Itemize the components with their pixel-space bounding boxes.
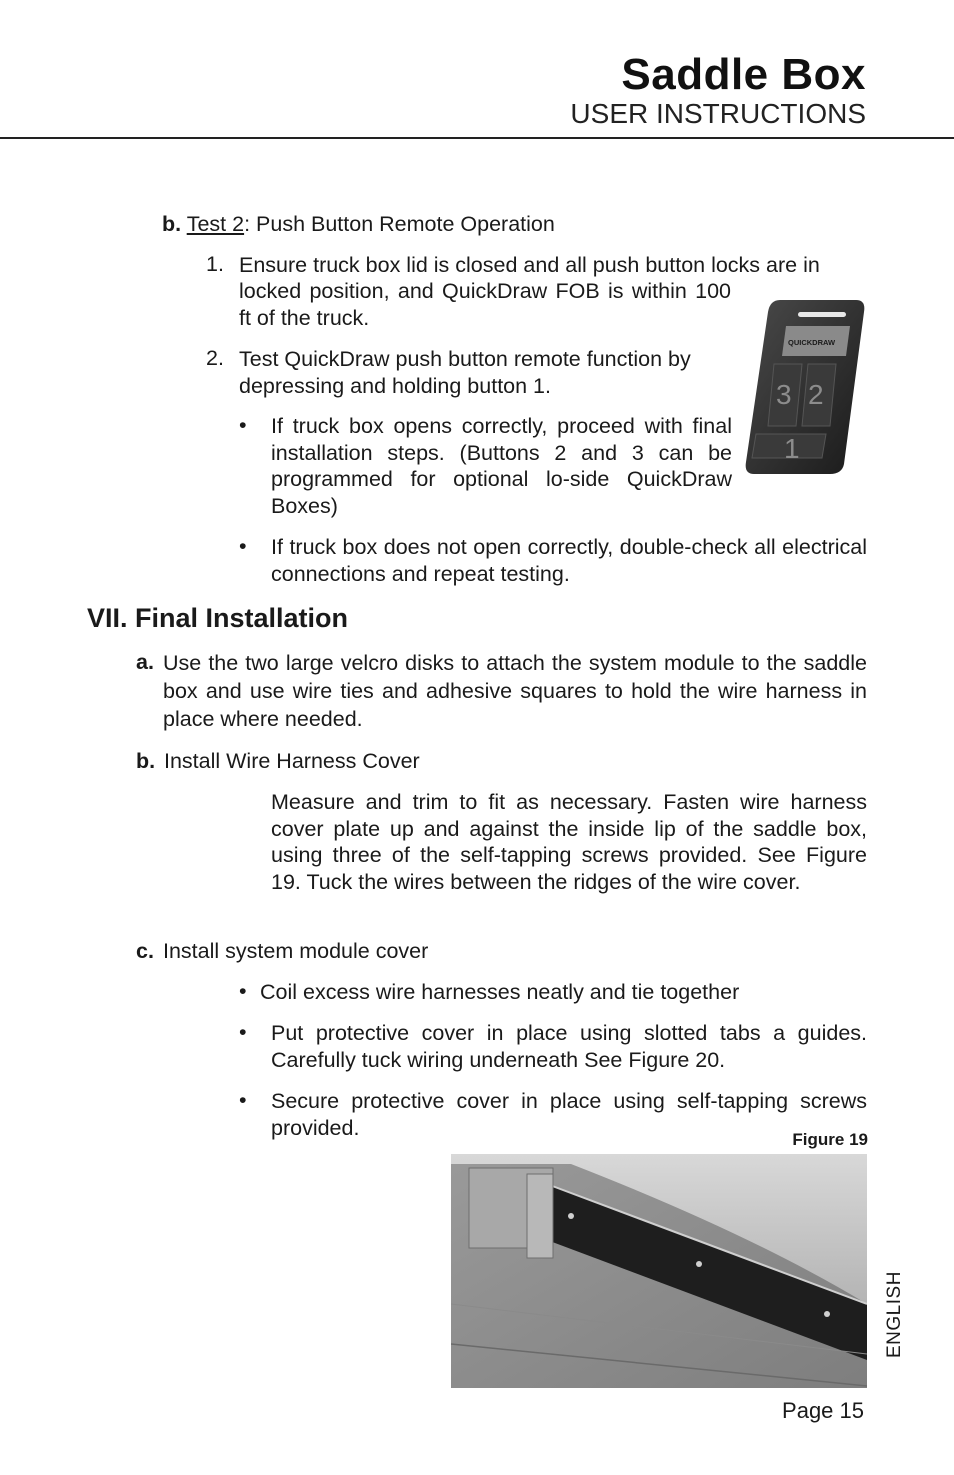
bracket-flange: [527, 1174, 553, 1258]
figure-19-photo: [451, 1154, 867, 1388]
item-c-title: Install system module cover: [163, 939, 429, 963]
screw-icon: [568, 1213, 574, 1219]
fob-button-1-label: 1: [784, 433, 800, 464]
figure-19-svg: [451, 1154, 867, 1388]
step1-number: 1.: [206, 252, 224, 276]
item-b-marker: b.: [136, 749, 156, 773]
page-number: Page 15: [782, 1398, 864, 1423]
document-title: Saddle Box: [621, 50, 866, 99]
bullet2-text: If truck box does not open correctly, double-check all electrical connections and repeat testing.: [271, 535, 867, 586]
bullet-dot: •: [239, 1020, 247, 1044]
test2-title: : Push Button Remote Operation: [244, 212, 555, 236]
language-tab: ENGLISH: [884, 1271, 905, 1358]
fob-indicator-light: [798, 312, 846, 317]
figure-label: Figure 19: [792, 1130, 868, 1149]
test2-heading: [162, 211, 555, 238]
fob-svg: [742, 298, 868, 476]
fob-button-3-label: 3: [776, 379, 792, 410]
header-divider: [0, 137, 954, 139]
c-bullet3-text: Secure protective cover in place using self-tapping screws provided.: [271, 1089, 867, 1140]
screw-icon: [696, 1261, 702, 1267]
test2-link: Test 2: [186, 212, 245, 236]
test2-marker: b.: [162, 212, 182, 236]
bullet-dot: •: [239, 979, 247, 1003]
item-b-title: Install Wire Harness Cover: [164, 749, 420, 773]
bullet-dot: •: [239, 413, 247, 437]
step2-text: Test QuickDraw push button remote function by depressing and holding button 1.: [239, 347, 691, 398]
section-heading: VII. Final Installation: [87, 603, 349, 633]
bullet-dot: •: [239, 1088, 247, 1112]
bullet1-text: If truck box opens correctly, proceed with final installation steps. (Buttons 2 and 3 can be programmed for optional lo-side QuickDraw Boxes): [271, 414, 732, 518]
item-b-text: Measure and trim to fit as necessary. Fasten wire harness cover plate up and against the inside lip of the saddle box, using three of the self-tapping screws provided. See Figure 19. Tuck the wires between the ridges of the wire cover.: [271, 790, 867, 894]
quickdraw-fob-image: [742, 298, 868, 476]
c-bullet1-text: Coil excess wire harnesses neatly and tie together: [260, 980, 740, 1004]
item-a-text: Use the two large velcro disks to attach the system module to the saddle box and use wire ties and adhesive squares to hold the wire harness in place where needed.: [163, 651, 867, 731]
c-bullet2-text: Put protective cover in place using slotted tabs a guides. Carefully tuck wiring underneath See Figure 20.: [271, 1021, 867, 1072]
step2-number: 2.: [206, 346, 224, 370]
fob-button-2-label: 2: [808, 379, 824, 410]
screw-icon: [824, 1311, 830, 1317]
item-a-marker: a.: [136, 650, 154, 674]
bullet-dot: •: [239, 534, 247, 558]
step1-text: locked position, and QuickDraw FOB is within 100 ft of the truck.: [239, 279, 731, 330]
document-subtitle: USER INSTRUCTIONS: [570, 98, 866, 129]
item-c-marker: c.: [136, 939, 154, 963]
fob-brand-text: QUICKDRAW: [788, 338, 836, 347]
step1-line1: Ensure truck box lid is closed and all push button locks are in: [239, 253, 820, 277]
